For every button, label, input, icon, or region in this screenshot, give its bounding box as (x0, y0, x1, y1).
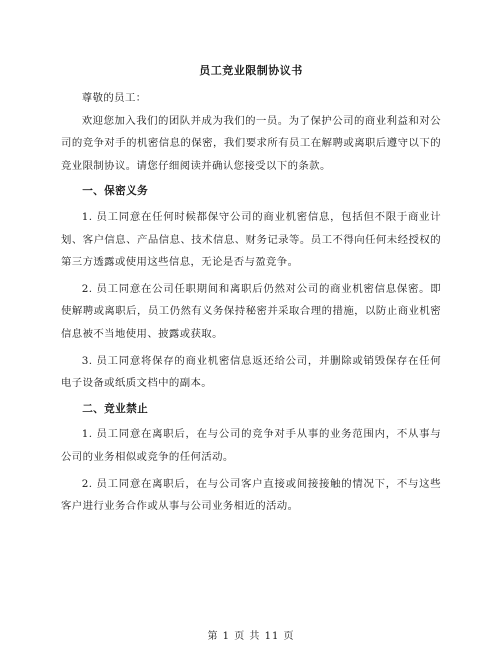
document-title: 员工竞业限制协议书 (199, 64, 303, 77)
section-heading-non-compete: 二、竞业禁止 (82, 402, 149, 415)
non-compete-clause-2: 2. 员工同意在离职后，在与公司客户直接或间接接触的情况下，不与这些客户进行业务合作或从事与公司业务相近的活动。 (61, 477, 441, 513)
non-compete-clause-1: 1. 员工同意在离职后，在与公司的竞争对手从事的业务范围内，不从事与公司的业务相似或竞争的任何活动。 (61, 428, 441, 463)
page-number-footer: 第 1 页 共 11 页 (207, 631, 295, 642)
document-body (61, 63, 441, 518)
section-heading-confidentiality: 一、保密义务 (82, 185, 149, 198)
confidentiality-clause-1: 1. 员工同意在任何时候都保守公司的商业机密信息，包括但不限于商业计划、客户信息、产品信息、技术信息、财务记录等。员工不得向任何未经授权的第三方透露或使用这些信息，无论是否与盈竞争。 (61, 210, 441, 269)
confidentiality-clause-3: 3. 员工同意将保存的商业机密信息返还给公司，并删除或销毁保存在任何电子设备或纸质文档中的副本。 (61, 354, 441, 390)
intro-paragraph: 欢迎您加入我们的团队并成为我们的一员。为了保护公司的商业利益和对公司的竞争对手的机密信息的保密，我们要求所有员工在解聘或离职后遵守以下的竞业限制协议。请您仔细阅读并确认您接受以下的条款。 (61, 114, 441, 172)
confidentiality-clause-2: 2. 员工同意在公司任职期间和离职后仍然对公司的商业机密信息保密。即使解聘或离职后，员工仍然有义务保持秘密并采取合理的措施，以防止商业机密信息被不当地使用、披露或获取。 (61, 282, 441, 340)
salutation: 尊敬的员工： (81, 92, 147, 104)
